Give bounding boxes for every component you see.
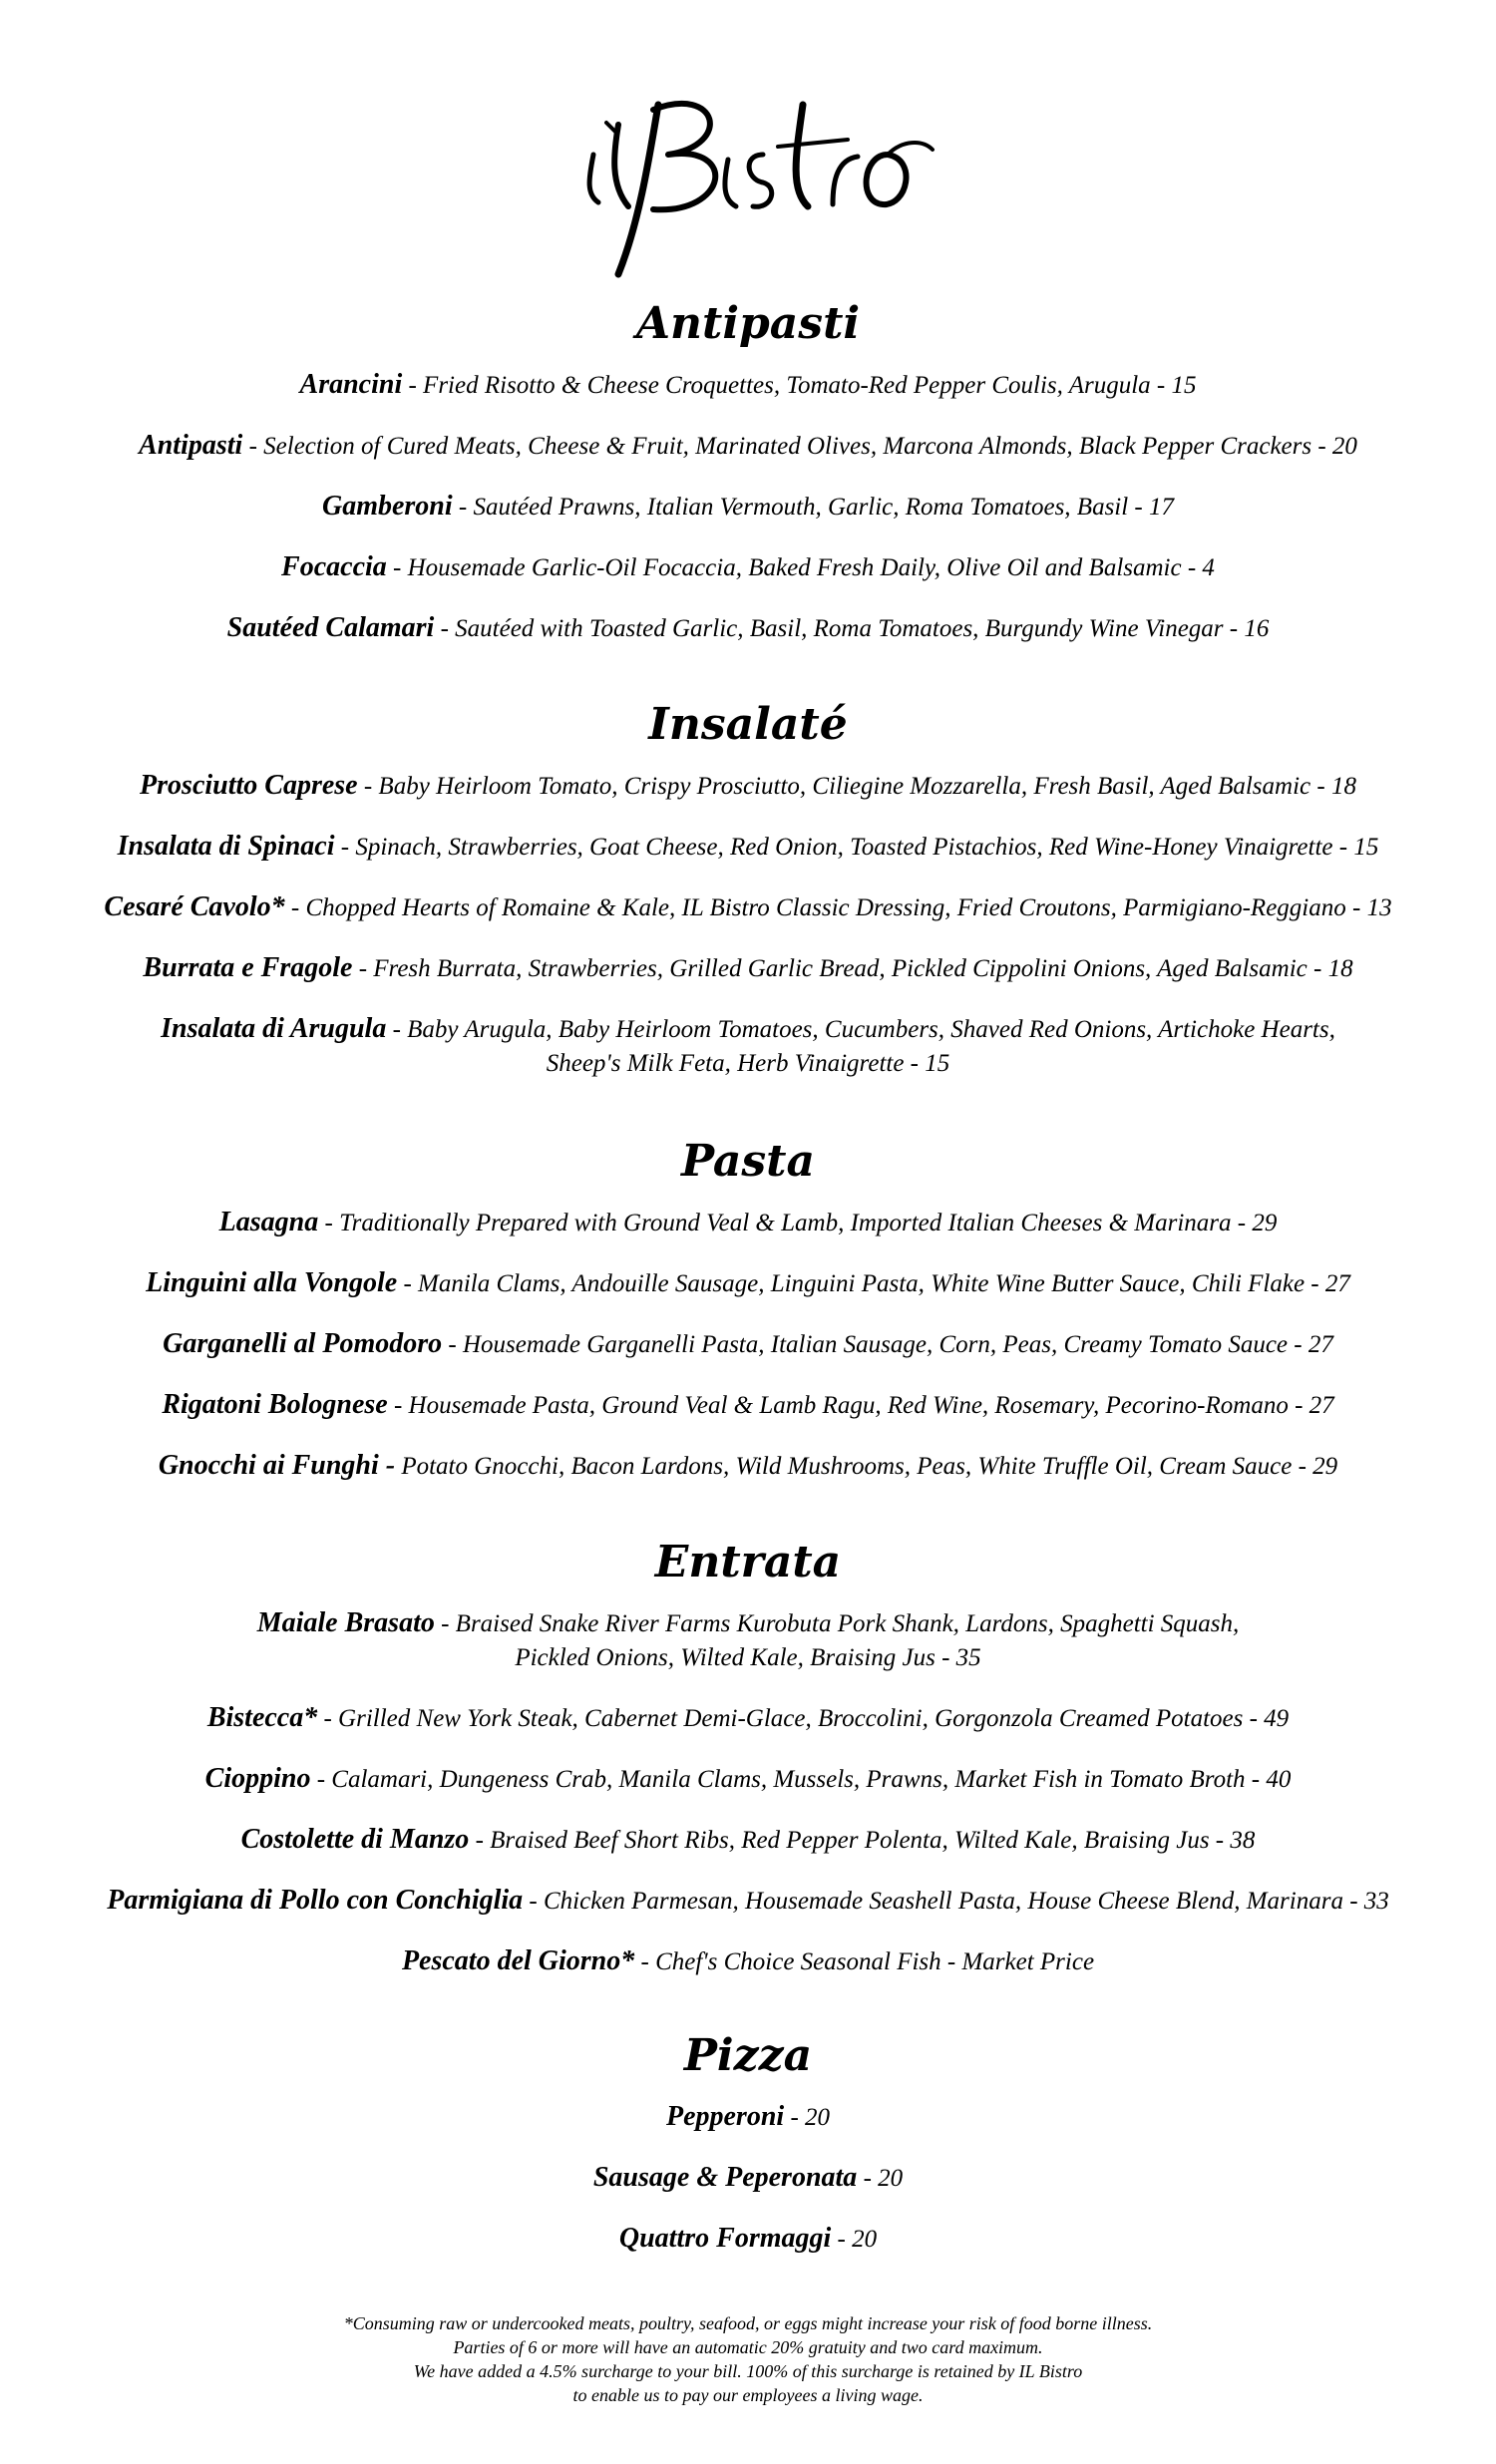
item-name: Insalata di Arugula xyxy=(161,1013,387,1044)
menu-item xyxy=(0,1266,1496,1301)
brand-logo xyxy=(559,85,937,284)
section-heading: Antipasti xyxy=(635,298,861,349)
item-name: Costolette di Manzo xyxy=(240,1824,470,1855)
item-desc: - Sautéed Prawns, Italian Vermouth, Garlic, Roma Tomatoes, Basil - 17 xyxy=(452,494,1175,521)
item-name: Sausage & Peperonata xyxy=(592,2162,858,2193)
item-desc-line2: Sheep's Milk Feta, Herb Vinaigrette - 15 xyxy=(546,1050,950,1077)
item-name: Pescato del Giorno* xyxy=(401,1945,635,1976)
item-name: Prosciutto Caprese xyxy=(140,770,358,801)
item-name: Quattro Formaggi xyxy=(618,2223,832,2254)
item-name: Gnocchi ai Funghi - xyxy=(158,1450,396,1481)
item-desc: - Chef's Choice Seasonal Fish - Market Price xyxy=(634,1948,1095,1975)
menu-item xyxy=(0,2100,1496,2135)
menu-item xyxy=(0,1762,1496,1797)
note-line: We have added a 4.5% surcharge to your bill. 100% of this surcharge is retained by IL Bistro xyxy=(413,2361,1083,2381)
menu-item xyxy=(0,1884,1496,1919)
menu-item xyxy=(0,769,1496,804)
item-name: Garganelli al Pomodoro xyxy=(163,1328,443,1359)
section-antipasti xyxy=(0,294,1496,672)
item-name: Focaccia xyxy=(281,551,387,582)
item-desc: - Braised Snake River Farms Kurobuta Pork Shank, Lardons, Spaghetti Squash, xyxy=(434,1610,1240,1637)
item-desc: - Traditionally Prepared with Ground Veal & Lamb, Imported Italian Cheeses & Marinara - 29 xyxy=(318,1210,1278,1236)
menu-item xyxy=(0,611,1496,646)
item-name: Sautéed Calamari xyxy=(226,612,435,643)
item-desc: - Calamari, Dungeness Crab, Manila Clams, Mussels, Prawns, Market Fish in Tomato Broth - 40 xyxy=(310,1766,1292,1793)
section-pasta xyxy=(0,1132,1496,1510)
item-name: Lasagna xyxy=(218,1207,319,1237)
section-pizza xyxy=(0,2026,1496,2283)
menu-item xyxy=(0,1388,1496,1423)
item-desc: - 20 xyxy=(857,2165,904,2192)
menu-item xyxy=(0,951,1496,986)
menu-item xyxy=(0,2161,1496,2196)
item-desc: - Sautéed with Toasted Garlic, Basil, Roma Tomatoes, Burgundy Wine Vinegar - 16 xyxy=(434,615,1270,642)
menu-item xyxy=(0,1206,1496,1240)
section-heading: Entrata xyxy=(654,1537,842,1587)
item-desc: - Grilled New York Steak, Cabernet Demi-Glace, Broccolini, Gorgonzola Creamed Potatoes - 49 xyxy=(317,1705,1290,1732)
item-name: Bistecca* xyxy=(206,1702,318,1733)
item-desc: - Fried Risotto & Cheese Croquettes, Tomato-Red Pepper Coulis, Arugula - 15 xyxy=(402,372,1197,399)
item-desc: - Chicken Parmesan, Housemade Seashell Pasta, House Cheese Blend, Marinara - 33 xyxy=(523,1888,1389,1915)
item-desc: - Baby Arugula, Baby Heirloom Tomatoes, Cucumbers, Shaved Red Onions, Artichoke Hearts, xyxy=(386,1016,1335,1043)
item-desc: - Fresh Burrata, Strawberries, Grilled Garlic Bread, Pickled Cippolini Onions, Aged Balsamic - 18 xyxy=(352,955,1353,982)
item-name: Maiale Brasato xyxy=(256,1607,435,1638)
menu-item xyxy=(0,830,1496,865)
note-line: to enable us to pay our employees a living wage. xyxy=(572,2385,924,2405)
item-desc: - Spinach, Strawberries, Goat Cheese, Red Onion, Toasted Pistachios, Red Wine-Honey Vinaigrette - 15 xyxy=(334,834,1379,861)
menu-item xyxy=(0,2222,1496,2257)
item-desc: - Selection of Cured Meats, Cheese & Fruit, Marinated Olives, Marcona Almonds, Black Pepper Crackers - 20 xyxy=(242,433,1357,460)
logo-script-icon xyxy=(559,85,937,284)
section-entrata xyxy=(0,1533,1496,2005)
menu-item xyxy=(0,1327,1496,1362)
item-name: Gamberoni xyxy=(321,491,453,522)
item-name: Burrata e Fragole xyxy=(143,952,353,983)
item-desc: Potato Gnocchi, Bacon Lardons, Wild Mushrooms, Peas, White Truffle Oil, Cream Sauce - 29 xyxy=(395,1453,1338,1480)
section-heading: Insalaté xyxy=(648,699,848,750)
menu-item xyxy=(0,1449,1496,1484)
item-desc: - 20 xyxy=(831,2226,878,2253)
item-name: Rigatoni Bolognese xyxy=(162,1389,388,1420)
menu-item xyxy=(0,890,1496,925)
item-desc: - Housemade Garlic-Oil Focaccia, Baked Fresh Daily, Olive Oil and Balsamic - 4 xyxy=(386,554,1215,581)
item-name: Cioppino xyxy=(204,1763,311,1794)
menu-item xyxy=(0,550,1496,585)
item-desc: - Baby Heirloom Tomato, Crispy Prosciutto, Ciliegine Mozzarella, Fresh Basil, Aged Balsamic - 18 xyxy=(357,773,1356,800)
menu-item xyxy=(0,1944,1496,1979)
item-desc: - Manila Clams, Andouille Sausage, Linguini Pasta, White Wine Butter Sauce, Chili Flake - 27 xyxy=(397,1270,1350,1297)
item-name: Parmigiana di Pollo con Conchiglia xyxy=(107,1885,524,1916)
note-line: *Consuming raw or undercooked meats, poultry, seafood, or eggs might increase your risk of food borne illness. xyxy=(343,2313,1153,2333)
note-line: Parties of 6 or more will have an automatic 20% gratuity and two card maximum. xyxy=(453,2337,1043,2357)
item-desc-line2: Pickled Onions, Wilted Kale, Braising Jus - 35 xyxy=(515,1644,981,1671)
footer-notes xyxy=(0,2311,1496,2407)
item-desc: - Chopped Hearts of Romaine & Kale, IL Bistro Classic Dressing, Fried Croutons, Parmigiano-Reggiano - 13 xyxy=(284,894,1392,921)
item-desc: - 20 xyxy=(784,2104,831,2131)
section-insalate xyxy=(0,695,1496,1107)
item-name: Linguini alla Vongole xyxy=(146,1267,398,1298)
section-heading: Pasta xyxy=(680,1136,816,1187)
item-name: Insalata di Spinaci xyxy=(117,831,335,862)
item-name: Antipasti xyxy=(139,430,243,461)
item-name: Pepperoni xyxy=(665,2101,785,2132)
item-name: Arancini xyxy=(299,369,403,400)
item-name: Cesaré Cavolo* xyxy=(104,891,285,922)
item-desc: - Housemade Garganelli Pasta, Italian Sausage, Corn, Peas, Creamy Tomato Sauce - 27 xyxy=(442,1331,1333,1358)
menu-item xyxy=(0,1823,1496,1858)
menu-item xyxy=(0,429,1496,464)
menu-item xyxy=(0,368,1496,403)
item-desc: - Housemade Pasta, Ground Veal & Lamb Ragu, Red Wine, Rosemary, Pecorino-Romano - 27 xyxy=(387,1392,1334,1419)
menu-item xyxy=(0,1012,1496,1081)
section-heading: Pizza xyxy=(683,2030,813,2081)
item-desc: - Braised Beef Short Ribs, Red Pepper Polenta, Wilted Kale, Braising Jus - 38 xyxy=(469,1827,1256,1854)
menu-item xyxy=(0,1701,1496,1736)
menu-item xyxy=(0,490,1496,525)
menu-item xyxy=(0,1606,1496,1675)
